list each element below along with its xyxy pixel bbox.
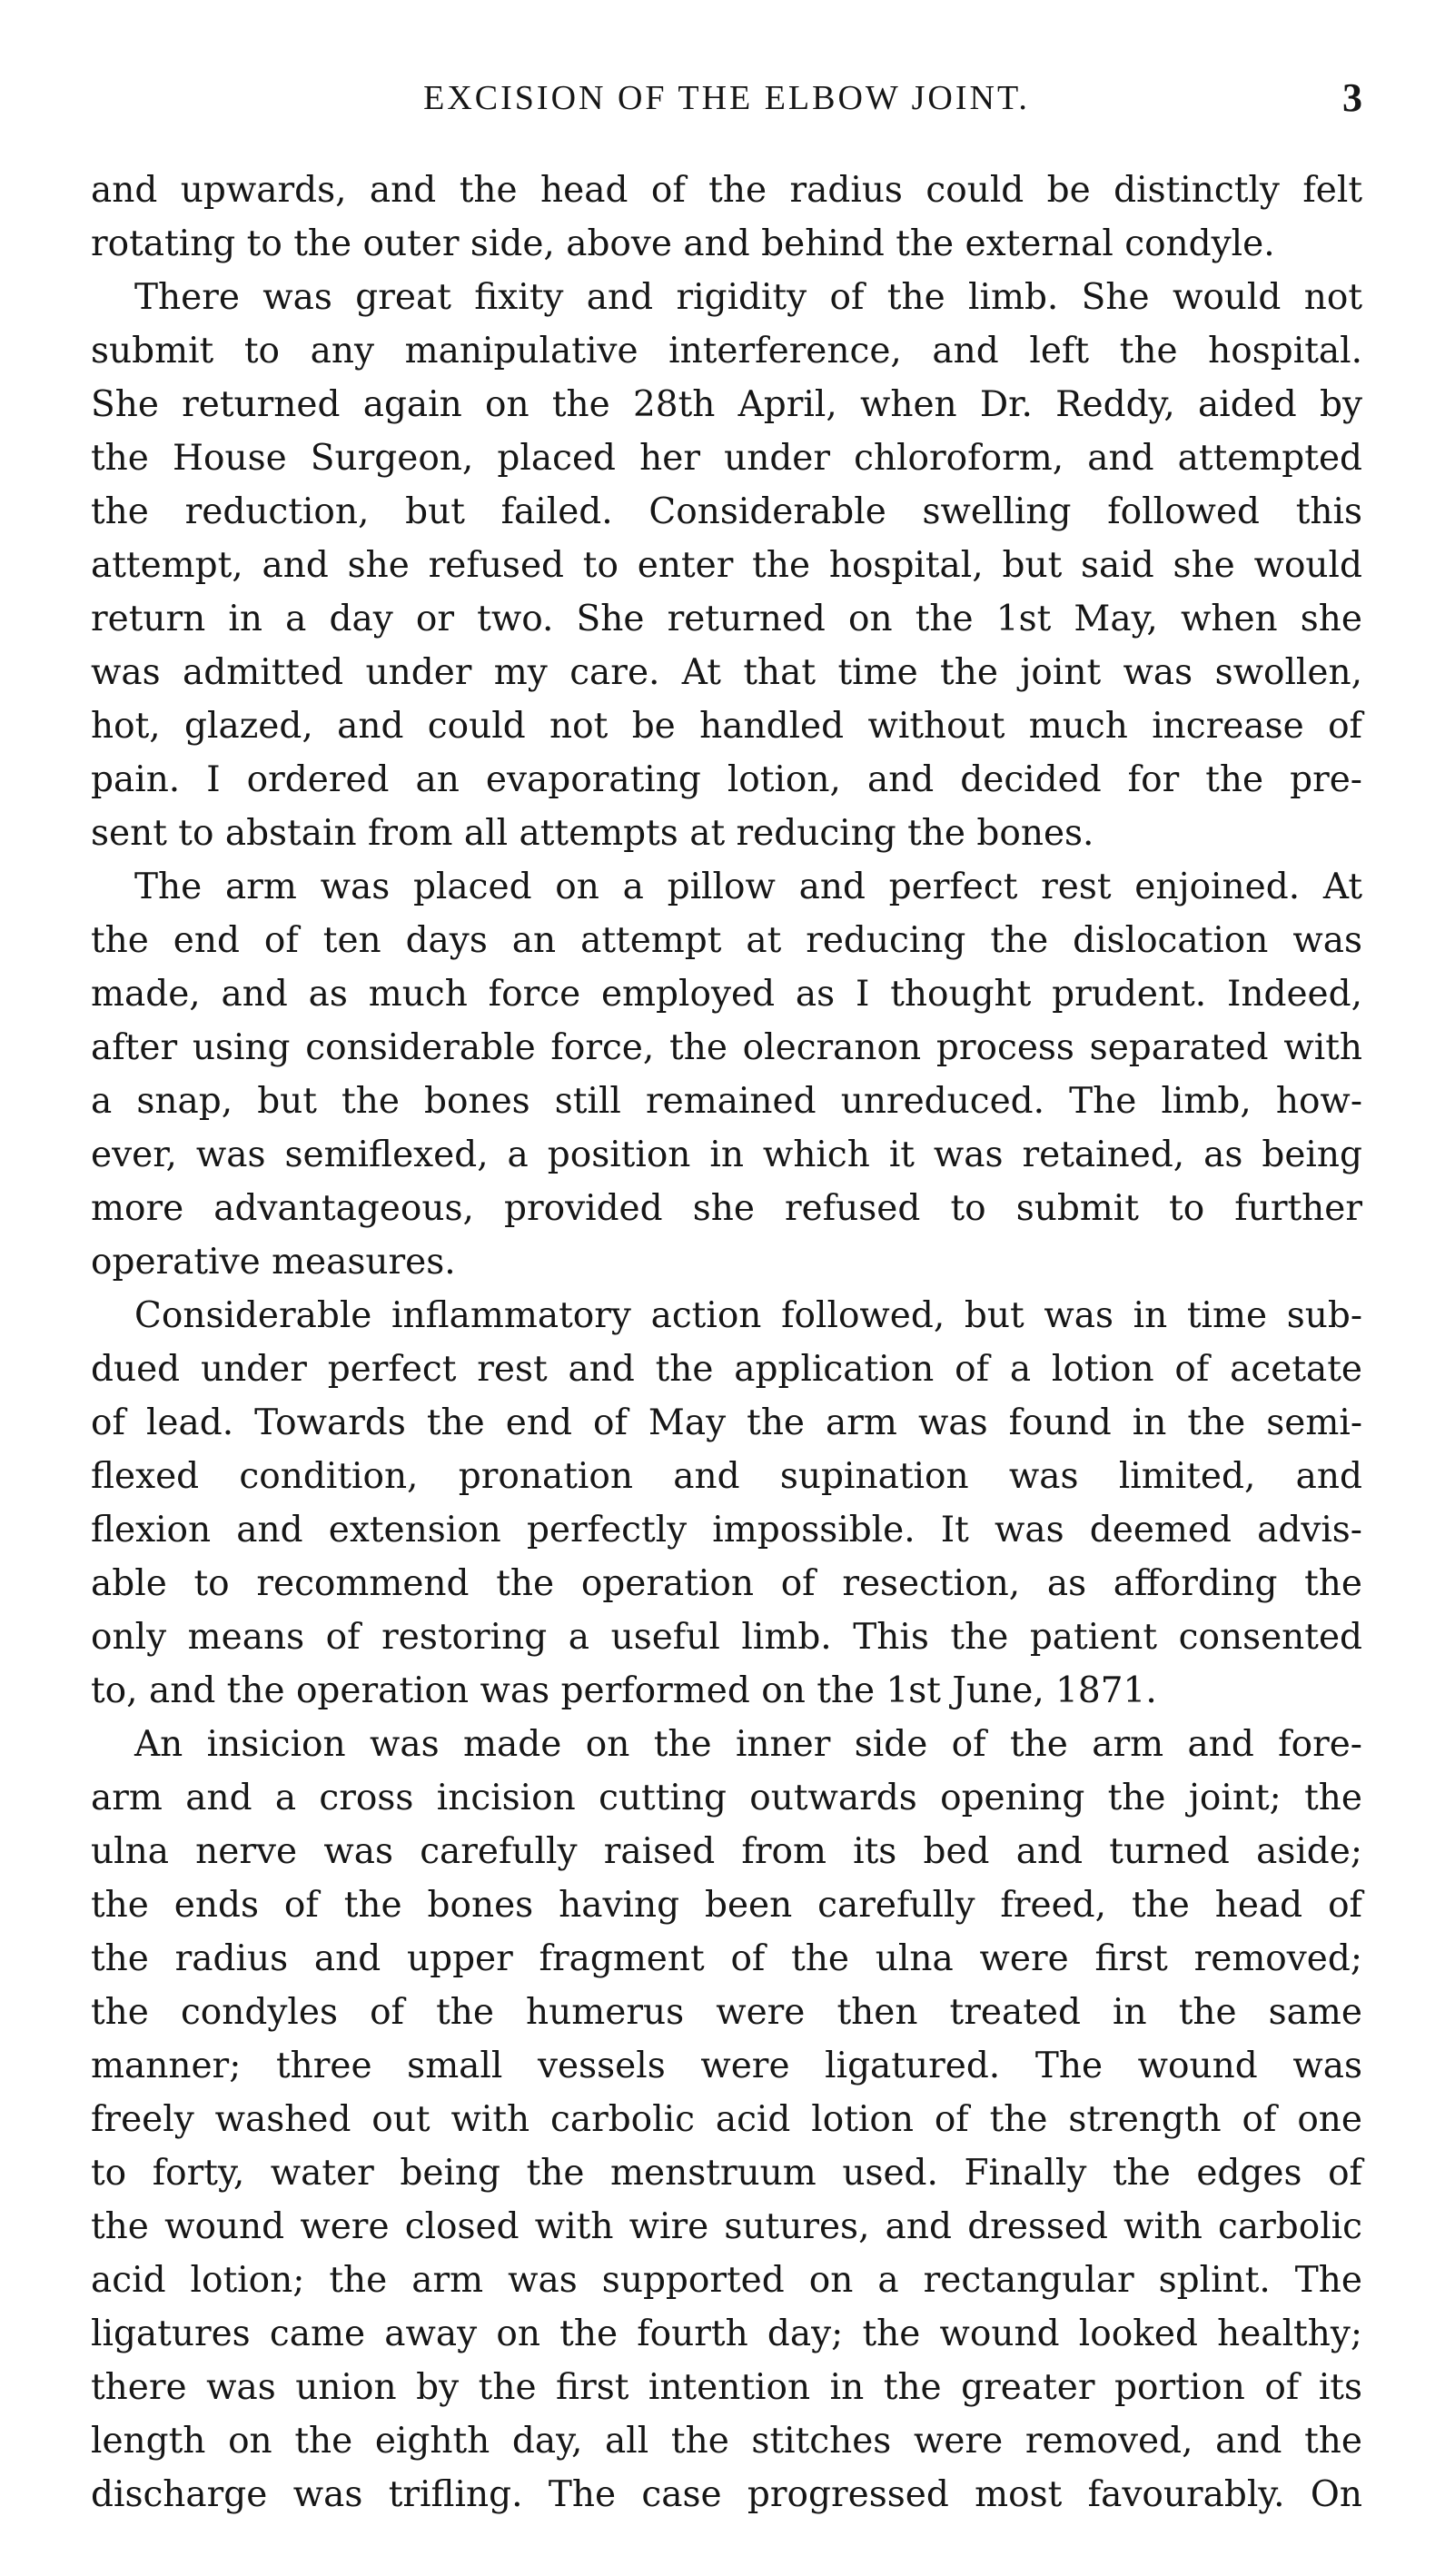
running-head xyxy=(91,74,1362,122)
text-line: the reduction, but failed. Considerable swelling followed this xyxy=(91,491,1362,532)
text-line: the condyles of the humerus were then treated in the same xyxy=(91,1992,1362,2033)
text-line: the end of ten days an attempt at reducing the dislocation was xyxy=(91,920,1362,961)
text-line: pain. I ordered an evaporating lotion, and decided for the pre- xyxy=(91,759,1362,800)
text-line: a snap, but the bones still remained unreduced. The limb, how- xyxy=(91,1081,1362,1122)
text-line: more advantageous, provided she refused to submit to further xyxy=(91,1188,1362,1229)
running-title: EXCISION OF THE ELBOW JOINT. xyxy=(423,79,1030,117)
text-line: The arm was placed on a pillow and perfect rest enjoined. At xyxy=(134,867,1362,907)
text-line: the wound were closed with wire sutures, and dressed with carbolic xyxy=(91,2206,1362,2247)
text-line: manner; three small vessels were ligatured. The wound was xyxy=(91,2046,1362,2086)
paragraph xyxy=(91,1718,1362,2522)
text-line: An insicion was made on the inner side of the arm and fore- xyxy=(134,1724,1362,1765)
text-line: She returned again on the 28th April, when Dr. Reddy, aided by xyxy=(91,384,1362,425)
text-line: sent to abstain from all attempts at reducing the bones. xyxy=(91,813,1094,854)
text-line: made, and as much force employed as I thought prudent. Indeed, xyxy=(91,974,1362,1015)
text-line: length on the eighth day, all the stitches were removed, and the xyxy=(91,2421,1362,2462)
text-line: ever, was semiflexed, a position in which it was retained, as being xyxy=(91,1134,1362,1175)
text-line: ulna nerve was carefully raised from its bed and turned aside; xyxy=(91,1831,1362,1872)
text-line: hot, glazed, and could not be handled without much increase of xyxy=(91,706,1362,747)
text-line: to, and the operation was performed on the 1st June, 1871. xyxy=(91,1670,1157,1711)
text-line: return in a day or two. She returned on the 1st May, when she xyxy=(91,599,1362,639)
text-line: freely washed out with carbolic acid lotion of the strength of one xyxy=(91,2099,1362,2140)
text-line: the House Surgeon, placed her under chloroform, and attempted xyxy=(91,438,1362,479)
text-line: Considerable inflammatory action followed, but was in time sub- xyxy=(134,1295,1362,1336)
paragraph xyxy=(91,271,1362,860)
text-line: ligatures came away on the fourth day; the wound looked healthy; xyxy=(91,2313,1362,2354)
text-line: was admitted under my care. At that time the joint was swollen, xyxy=(91,652,1362,693)
text-line: dued under perfect rest and the application of a lotion of acetate xyxy=(91,1349,1362,1390)
paragraph xyxy=(91,1289,1362,1718)
paragraph xyxy=(91,163,1362,271)
text-line: acid lotion; the arm was supported on a rectangular splint. The xyxy=(91,2260,1362,2301)
text-line: submit to any manipulative interference, and left the hospital. xyxy=(91,331,1362,372)
text-line: flexed condition, pronation and supination was limited, and xyxy=(91,1456,1362,1497)
text-line: the radius and upper fragment of the ulna were first removed; xyxy=(91,1938,1362,1979)
paragraph xyxy=(91,860,1362,1289)
page-number: 3 xyxy=(1342,75,1362,120)
text-line: There was great fixity and rigidity of the limb. She would not xyxy=(134,277,1362,318)
text-line: able to recommend the operation of resection, as affording the xyxy=(91,1563,1362,1604)
text-line: discharge was trifling. The case progressed most favourably. On xyxy=(91,2474,1362,2515)
text-line: after using considerable force, the olecranon process separated with xyxy=(91,1027,1362,1068)
text-line: operative measures. xyxy=(91,1242,456,1283)
text-line: only means of restoring a useful limb. This the patient consented xyxy=(91,1617,1362,1658)
text-line: arm and a cross incision cutting outwards opening the joint; the xyxy=(91,1778,1362,1818)
text-line: to forty, water being the menstruum used. Finally the edges of xyxy=(91,2153,1362,2194)
text-line: flexion and extension perfectly impossible. It was deemed advis- xyxy=(91,1510,1362,1551)
text-line: there was union by the first intention in the greater portion of its xyxy=(91,2367,1362,2408)
text-line: attempt, and she refused to enter the hospital, but said she would xyxy=(91,545,1362,586)
text-line: and upwards, and the head of the radius could be distinctly felt xyxy=(91,170,1362,211)
body-text xyxy=(91,163,1362,2522)
text-line: rotating to the outer side, above and behind the external condyle. xyxy=(91,223,1275,264)
text-line: the ends of the bones having been carefully freed, the head of xyxy=(91,1885,1362,1926)
text-line: of lead. Towards the end of May the arm was found in the semi- xyxy=(91,1402,1362,1443)
